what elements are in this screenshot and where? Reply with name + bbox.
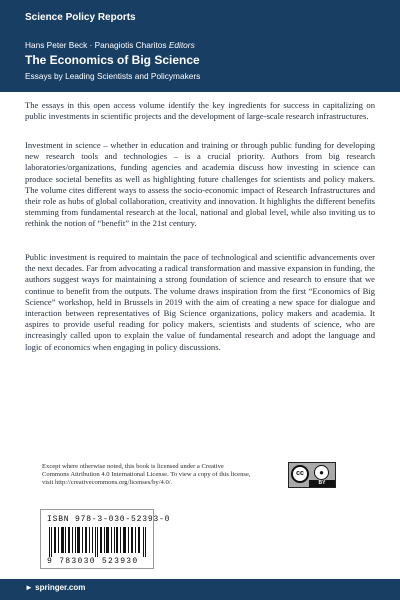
publisher-link[interactable]: ► springer.com [25,583,86,592]
series-name: Science Policy Reports [25,12,136,23]
cc-icon: cc [291,465,309,483]
book-subtitle: Essays by Leading Scientists and Policymakers [25,71,201,81]
book-title: The Economics of Big Science [25,53,200,67]
editor-names: Hans Peter Beck · Panagiotis Charitos [25,40,167,50]
person-icon: ● [314,465,329,480]
footer-band [0,579,400,600]
blurb-paragraph-3: Public investment is required to maintain the pace of technological and scientific advancements over the next decades. Far from advocating a radical transformation and massive expansion in funding, the authors suggest ways for maintaining a strong foundation of science and research to ensure that we continue to benefit from the outputs. The volume draws inspiration from the first “Economics of Big Science” workshop, held in Brussels in 2019 with the aim of creating a new space for dialogue and interaction between representatives of Big Science organizations, policy makers and academia. It aspires to provide useful reading for policy makers, scientists and students of science, who are increasingly called upon to explain the value of fundamental research and adopt the language and logic of economics when engaging in policy discussions. [25,252,375,352]
blurb-paragraph-2: Investment in science – whether in education and training or through public funding for developing new research tools and technologies – is a crucial priority. Authors from big research laboratories/organizations, funding agencies and academia discuss how investing in science can produce societal benefits as well as highlighting future challenges for scientists and policy makers. The volume cites different ways to assess the socio-economic impact of Research Infrastructures and their role as hubs of global collaboration, creativity and innovation. It highlights the different benefits stemming from fundamental research at the local, national and global level, while also inviting us to rethink the notion of “benefit” in the 21st century. [25,140,375,229]
barcode-digits: 9 783030 523930 [47,557,139,566]
isbn-barcode-block [40,509,171,569]
header-band [0,0,400,92]
editors-role: Editors [168,40,195,50]
editors-line [25,40,195,50]
cc-by-license-badge [288,462,336,488]
license-notice: Except where otherwise noted, this book is licensed under a Creative Commons Attribution 4.0 International License. To view a copy of this license, visit http://creativecommons.org/licenses/by/4.0/. [42,463,251,487]
by-label: BY [309,480,335,487]
barcode-icon [49,527,147,557]
blurb-paragraph-1: The essays in this open access volume identify the key ingredients for success in capitalizing on public investments in scientific projects and the development of large-scale research infrastructures. [25,100,375,122]
isbn-label: ISBN 978-3-030-52393-0 [47,515,171,524]
